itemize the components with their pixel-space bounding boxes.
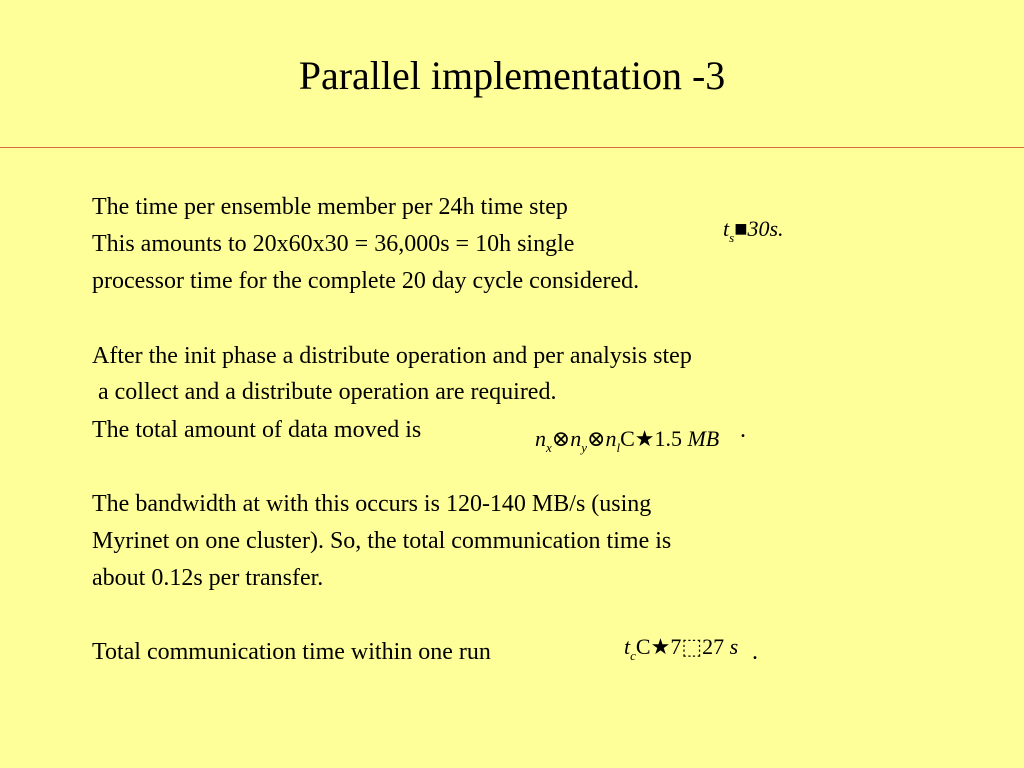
fdm-op1: ⊗ — [551, 426, 571, 451]
p3-line1: The bandwidth at with this occurs is 120-140 MB/s (using — [92, 491, 652, 517]
ftc-sub: c — [630, 648, 636, 663]
p2-period: . — [740, 417, 746, 443]
fdm-sy: y — [581, 440, 587, 455]
p1-line2: This amounts to 20x60x30 = 36,000s = 10h single — [92, 231, 575, 257]
formula-ts-value: 30s. — [747, 216, 784, 241]
slide-title: Parallel implementation -3 — [298, 53, 726, 98]
fdm-n3: n — [605, 426, 617, 451]
title-divider — [0, 147, 1024, 148]
ftc-unit: s — [729, 634, 739, 659]
ftc-approx: C★ — [635, 634, 671, 659]
fdm-n2: n — [570, 426, 582, 451]
fdm-op2: ⊗ — [587, 426, 606, 451]
p4-line1: Total communication time within one run — [92, 639, 491, 665]
formula-ts — [712, 190, 784, 251]
formula-ts-sub: s — [729, 230, 735, 245]
p3-line3: about 0.12s per transfer. — [92, 565, 324, 591]
p4-period: . — [752, 639, 758, 665]
ftc-b: 27 — [702, 634, 730, 659]
p2-line1: After the init phase a distribute operation and per analysis step — [92, 343, 692, 369]
fdm-n1: n — [535, 426, 546, 451]
formula-ts-op: ■ — [734, 216, 748, 241]
p2-line3: The total amount of data moved is — [92, 417, 422, 443]
fdm-value: 1.5 — [654, 426, 688, 451]
fdm-unit: MB — [687, 426, 720, 451]
p3-line2: Myrinet on one cluster). So, the total communication time is — [92, 528, 672, 554]
p1-line3: processor time for the complete 20 day cycle considered. — [92, 268, 640, 294]
fdm-sx: x — [546, 440, 552, 455]
fdm-sl: l — [616, 440, 621, 455]
fdm-approx: C★ — [620, 426, 655, 451]
p2-line2: a collect and a distribute operation are required. — [92, 379, 557, 405]
p1-line1: The time per ensemble member per 24h time step — [92, 194, 574, 220]
formula-tc — [613, 608, 738, 669]
formula-ts-var: t — [723, 216, 730, 241]
formula-data-moved — [524, 400, 719, 461]
ftc-var: t — [624, 634, 631, 659]
ftc-times: ⬚ — [681, 634, 703, 659]
ftc-a: 7 — [670, 634, 682, 659]
